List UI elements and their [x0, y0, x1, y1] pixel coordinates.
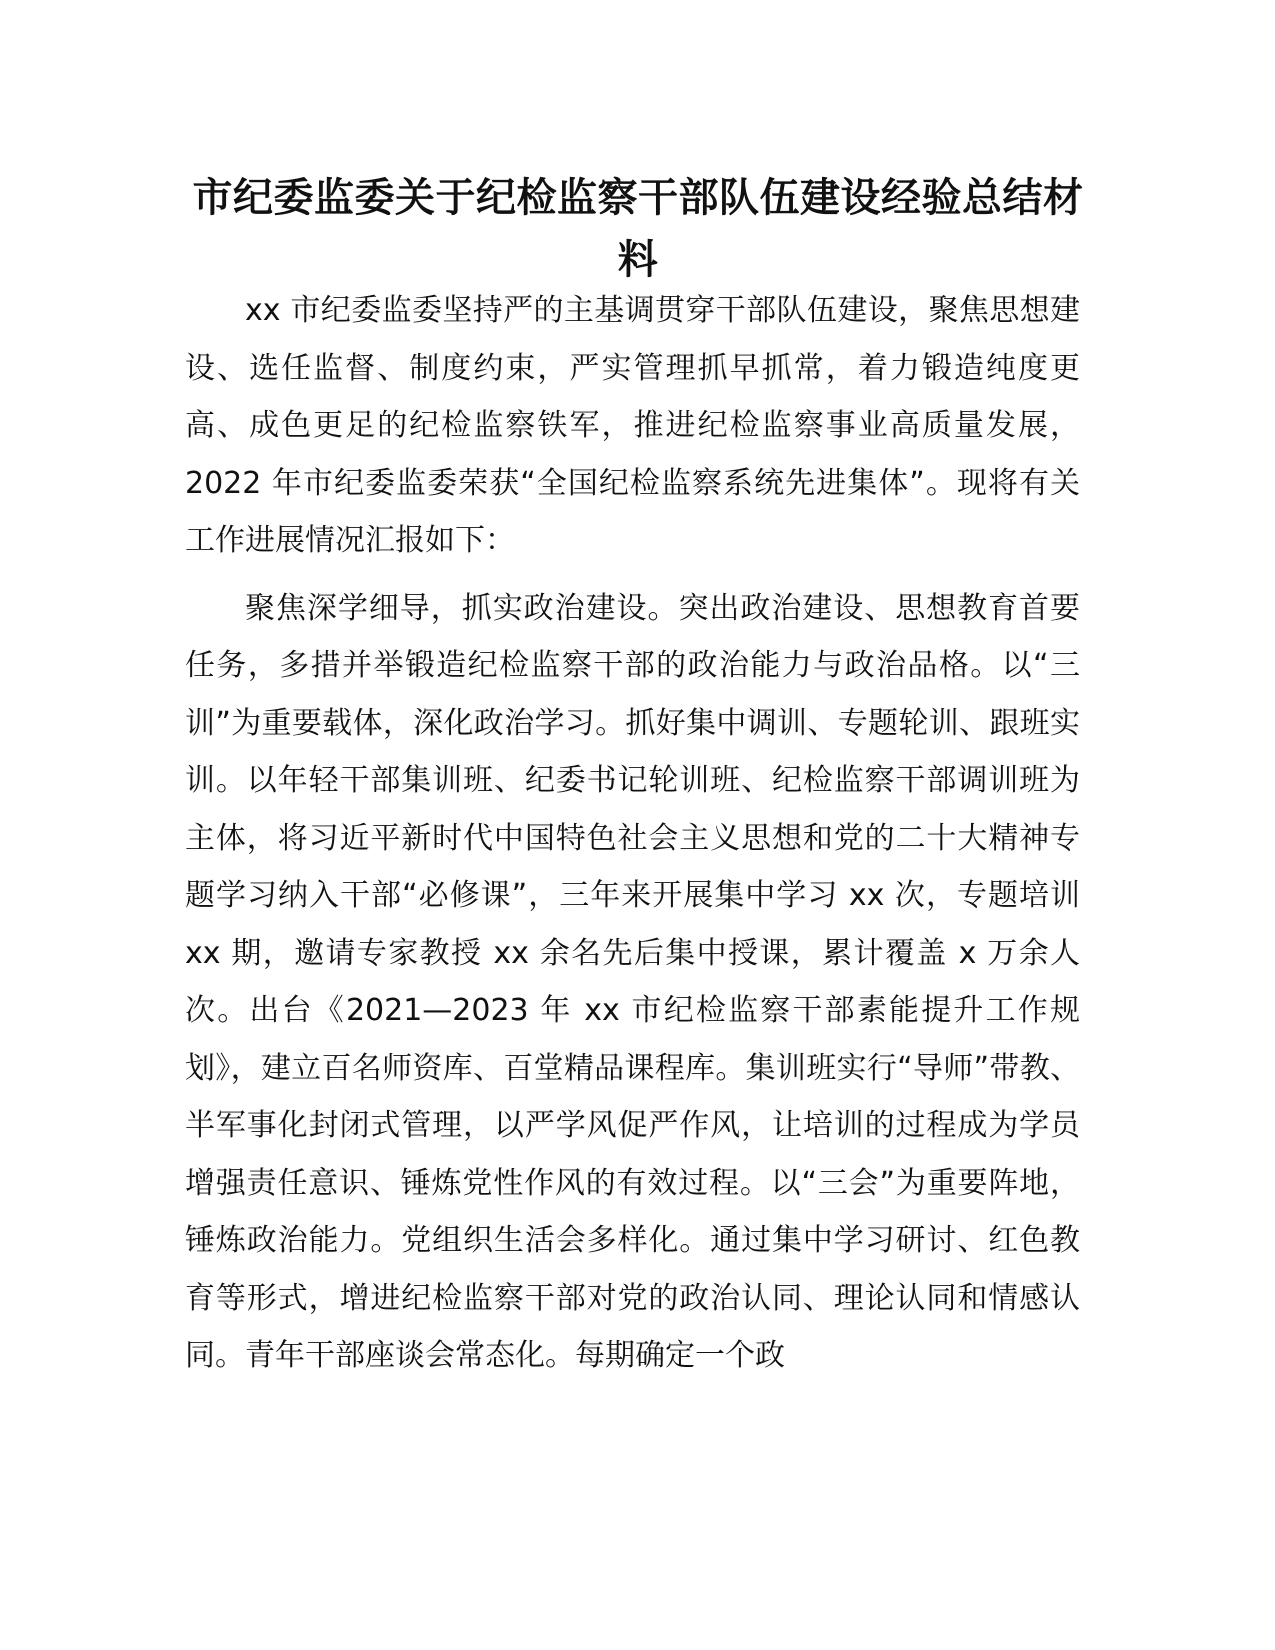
document-title: 市纪委监委关于纪检监察干部队伍建设经验总结材料: [192, 174, 1084, 283]
document-body: [185, 282, 1080, 1582]
paragraph-political-building: 聚焦深学细导，抓实政治建设。突出政治建设、思想教育首要任务，多措并举锻造纪检监察干部的政治能力与政治品格。以“三训”为重要载体，深化政治学习。抓好集中调训、专题轮训、跟班实训。以年轻干部集训班、纪委书记轮训班、纪检监察干部调训班为主体，将习近平新时代中国特色社会主义思想和党的二十大精神专题学习纳入干部“必修课”，三年来开展集中学习 xx 次，专题培训 xx 期，邀请专家教授 xx 余名先后集中授课，累计覆盖 x 万余人次。出台《2021—2023 年 xx 市纪检监察干部素能提升工作规划》，建立百名师资库、百堂精品课程库。集训班实行“导师”带教、半军事化封闭式管理，以严学风促严作风，让培训的过程成为学员增强责任意识、锤炼党性作风的有效过程。以“三会”为重要阵地，锤炼政治能力。党组织生活会多样化。通过集中学习研讨、红色教育等形式，增进纪检监察干部对党的政治认同、理论认同和情感认同。青年干部座谈会常态化。每期确定一个政: [185, 590, 1080, 1373]
paragraph-intro: xx 市纪委监委坚持严的主基调贯穿干部队伍建设，聚焦思想建设、选任监督、制度约束，严实管理抓早抓常，着力锻造纯度更高、成色更足的纪检监察铁军，推进纪检监察事业高质量发展，2022 年市纪委监委荣获“全国纪检监察系统先进集体”。现将有关工作进展情况汇报如下：: [185, 293, 1080, 558]
